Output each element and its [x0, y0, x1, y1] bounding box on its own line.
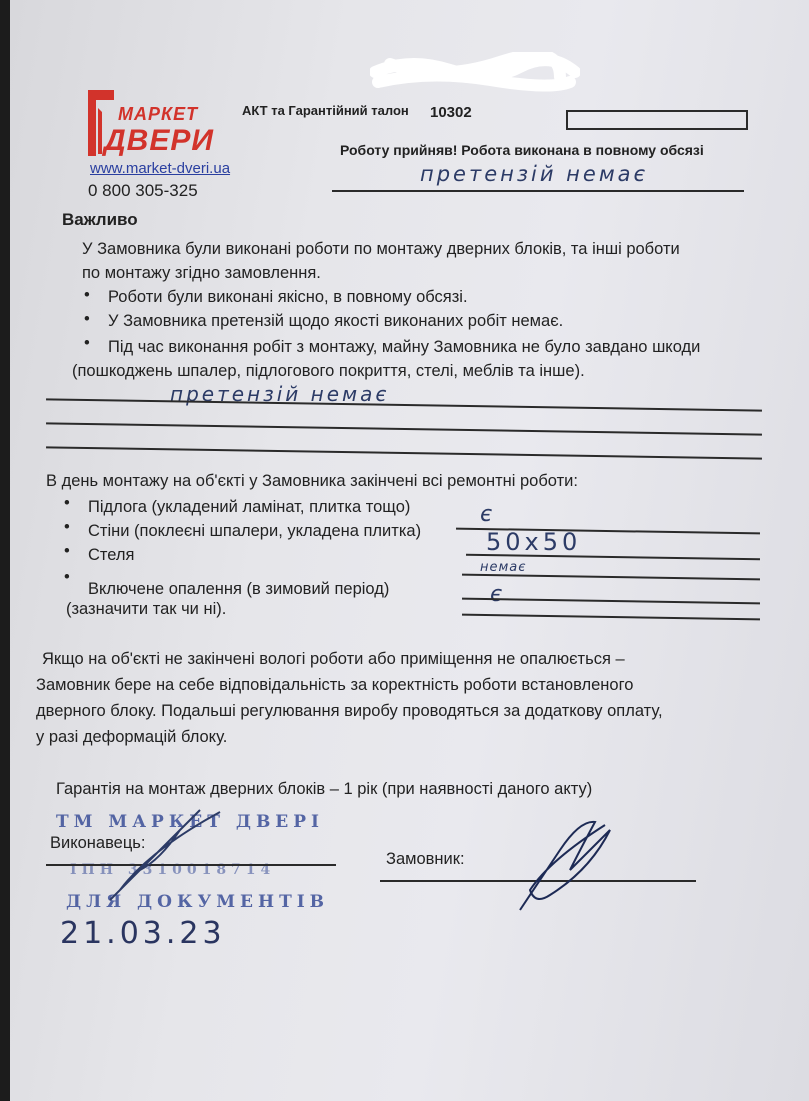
answer-line-heating	[462, 598, 760, 605]
important-bullet-3-cont: (пошкоджень шпалер, підлогового покриття, стелі, меблів та інше).	[72, 362, 585, 380]
notes-line-3	[46, 446, 762, 459]
act-number: 10302	[430, 104, 472, 121]
renovation-item-ceiling: Стеля	[88, 546, 135, 564]
logo-text-top: МАРКЕТ	[118, 104, 199, 124]
stamp-for-documents: ДЛЯ ДОКУМЕНТІВ	[66, 892, 330, 912]
accepted-statement: Роботу прийняв! Робота виконана в повному обсязі	[340, 142, 704, 158]
important-intro-line1: У Замовника були виконані роботи по монтажу дверних блоків, та інші роботи	[82, 240, 680, 258]
answer-heating: є	[490, 582, 506, 607]
act-number-box	[566, 110, 748, 130]
bullet-dot: •	[64, 568, 70, 586]
renovation-item-heating: Включене опалення (в зимовий період)	[88, 580, 390, 598]
document-sheet	[10, 0, 809, 1101]
answer-floor: є	[480, 502, 496, 527]
important-bullet-1: Роботи були виконані якісно, в повному обсязі.	[108, 288, 468, 306]
customer-signature	[510, 810, 620, 920]
bullet-dot: •	[64, 518, 70, 536]
performer-label: Виконавець:	[50, 834, 146, 852]
notes-line-1	[46, 398, 762, 411]
renovation-item-walls: Стіни (поклеєні шпалери, укладена плитка)	[88, 522, 422, 540]
acceptance-signature-line	[332, 190, 744, 192]
answer-ceiling: немає	[480, 560, 527, 575]
bullet-dot: •	[64, 542, 70, 560]
handwritten-claims: претензій немає	[170, 382, 390, 406]
redaction-scribble	[370, 52, 580, 94]
act-title: АКТ та Гарантійний талон	[242, 103, 409, 118]
warning-line-1: Якщо на об'єкті не закінчені вологі роботи або приміщення не опалюється –	[42, 650, 625, 668]
stamp-company: ТМ МАРКЕТ ДВЕРІ	[56, 812, 325, 832]
bullet-dot: •	[84, 334, 90, 352]
bullet-dot: •	[84, 310, 90, 328]
website-link[interactable]: www.market-dveri.ua	[90, 160, 231, 177]
performer-signature	[100, 800, 240, 910]
renovation-heading: В день монтажу на об'єкті у Замовника закінчені всі ремонтні роботи:	[46, 472, 578, 490]
renovation-item-floor: Підлога (укладений ламінат, плитка тощо)	[88, 498, 411, 516]
answer-line-ceiling	[462, 574, 760, 581]
notes-line-2	[46, 422, 762, 435]
warning-line-4: у разі деформацій блоку.	[36, 728, 228, 746]
answer-line-note	[462, 614, 760, 621]
bullet-dot: •	[64, 494, 70, 512]
warranty-text: Гарантія на монтаж дверних блоків – 1 рік (при наявності даного акту)	[56, 780, 593, 798]
important-bullet-3: Під час виконання робіт з монтажу, майну Замовника не було завдано шкоди	[108, 338, 701, 356]
answer-walls: 50x50	[486, 528, 582, 556]
bullet-dot: •	[84, 286, 90, 304]
important-heading: Важливо	[62, 210, 138, 229]
phone-number: 0 800 305-325	[88, 181, 198, 200]
renovation-note: (зазначити так чи ні).	[66, 600, 227, 618]
customer-label: Замовник:	[386, 850, 465, 868]
warning-line-2: Замовник бере на себе відповідальність за коректність роботи встановленого	[36, 676, 634, 694]
important-bullet-2: У Замовника претензій щодо якості виконаних робіт немає.	[108, 312, 564, 330]
handwritten-claims-top: претензій немає	[420, 162, 649, 186]
handwritten-date: 21.03.23	[60, 916, 226, 951]
stamp-tax-id: ІПН 3310018714	[70, 862, 276, 878]
warning-line-3: дверного блоку. Подальші регулювання виробу проводяться за додаткову оплату,	[36, 702, 663, 720]
logo-text-bottom: ДВЕРИ	[104, 124, 214, 157]
important-intro-line2: по монтажу згідно замовлення.	[82, 264, 321, 282]
